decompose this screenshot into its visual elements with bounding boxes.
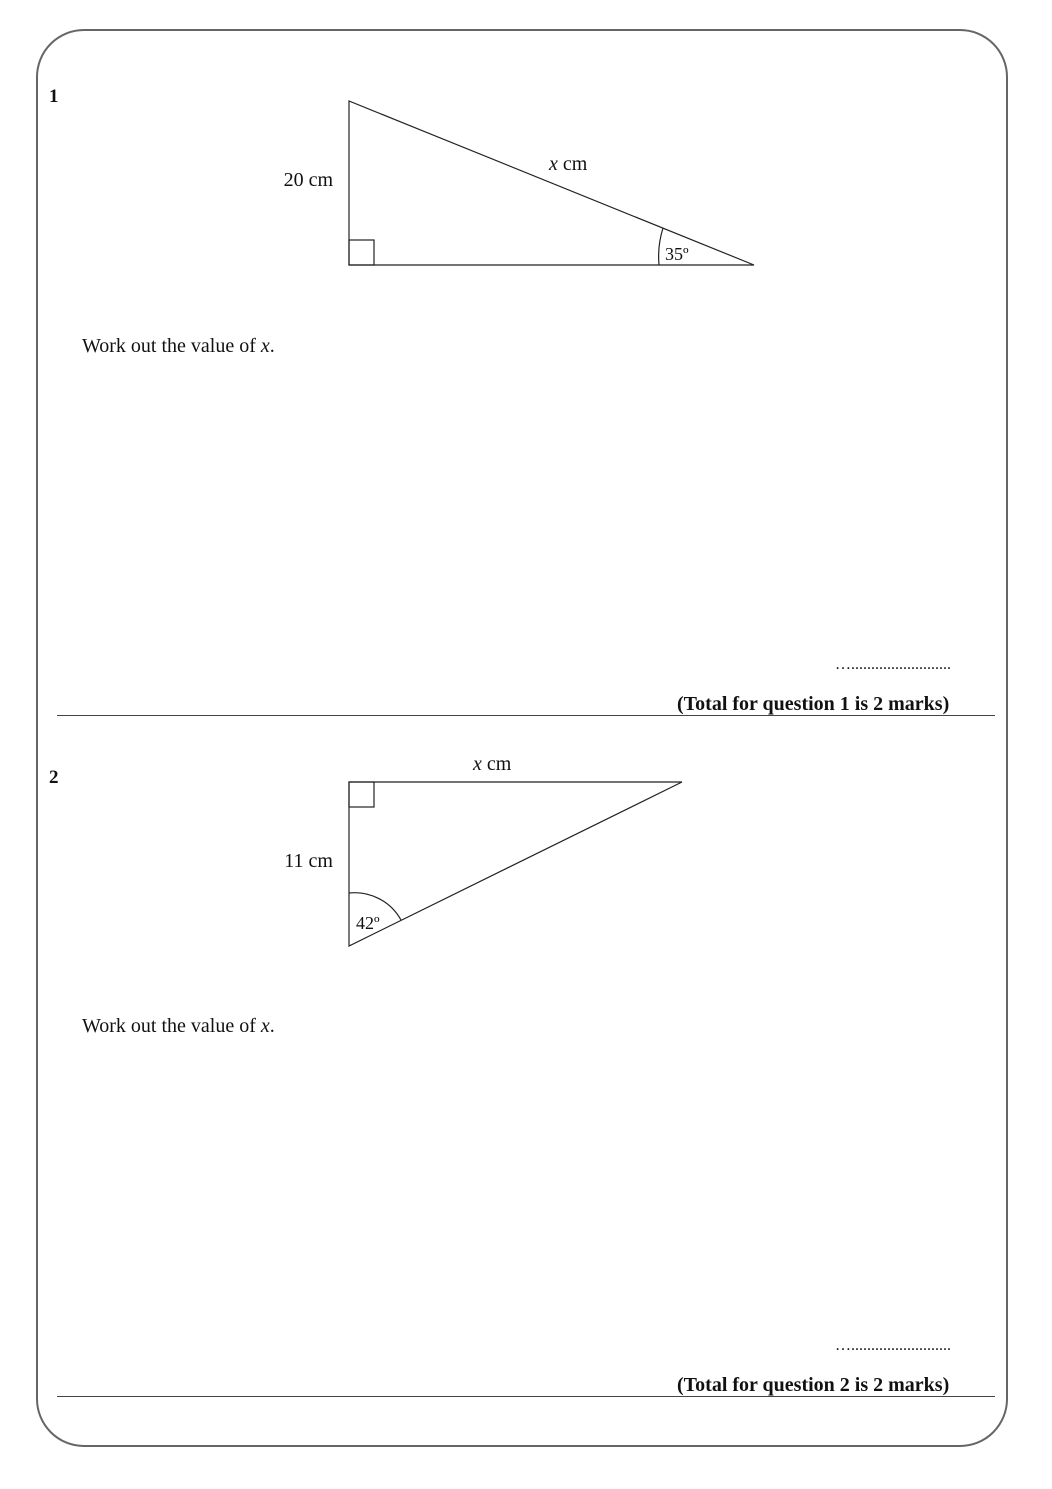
question-2-prompt-end: . — [269, 1015, 275, 1037]
side-label-2: 11 cm — [284, 850, 333, 872]
question-2-prompt — [82, 1015, 275, 1038]
question-2-prompt-var: x — [260, 1015, 270, 1037]
question-1-total: (Total for question 1 is 2 marks) — [677, 693, 950, 715]
question-2-number: 2 — [49, 767, 59, 788]
hypotenuse-unit-1: cm — [557, 153, 588, 175]
question-1-prompt — [82, 335, 275, 358]
question-2-prompt-text: Work out the value of — [82, 1015, 261, 1037]
page-frame — [36, 29, 1008, 1447]
angle-label-1: 35º — [665, 244, 689, 264]
side-label-1: 20 cm — [283, 169, 333, 191]
question-2-total: (Total for question 2 is 2 marks) — [677, 1374, 950, 1396]
question-1-divider — [57, 715, 995, 716]
angle-label-2: 42º — [356, 913, 380, 933]
question-1-prompt-var: x — [260, 335, 270, 357]
question-1-prompt-end: . — [269, 335, 275, 357]
top-var-2: x — [473, 753, 482, 775]
question-1-answer-line[interactable]: …......................... — [835, 656, 951, 673]
question-2-answer-line[interactable]: …......................... — [835, 1337, 951, 1354]
question-1-prompt-text: Work out the value of — [82, 335, 261, 357]
question-1-number: 1 — [49, 86, 59, 107]
top-unit-2: cm — [481, 753, 512, 775]
question-2-divider — [57, 1396, 995, 1397]
hypotenuse-var-1: x — [549, 153, 558, 175]
